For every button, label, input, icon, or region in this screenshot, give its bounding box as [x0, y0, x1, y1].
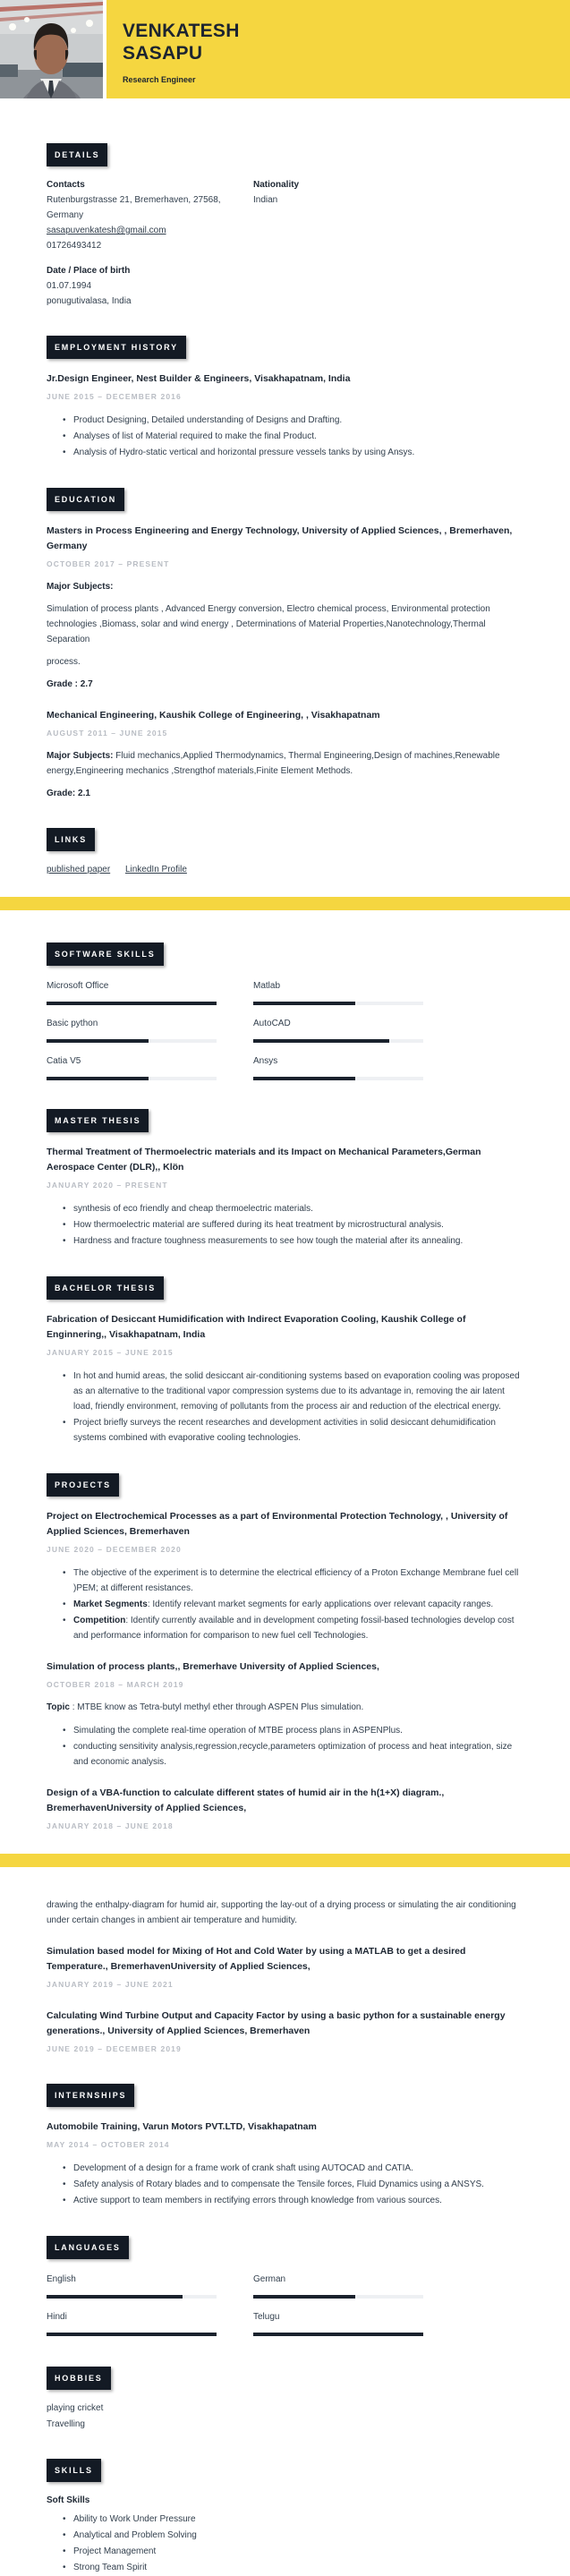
skill-item: [253, 1016, 423, 1043]
project-dates: JUNE 2020 – DECEMBER 2020: [47, 1545, 182, 1554]
language-item: [47, 2272, 217, 2299]
education-entry-bachelors: [47, 708, 523, 801]
page-separator: [0, 1854, 570, 1867]
job-title: Jr.Design Engineer, Nest Builder & Engineers, Visakhapatnam, India: [47, 373, 351, 384]
project-title: Simulation of process plants,, Bremerhave University of Applied Sciences,: [47, 1661, 379, 1672]
education-dates: OCTOBER 2017 – PRESENT: [47, 559, 170, 568]
bullet-item: • conducting sensitivity analysis,regression,recycle,parameters optimization of process and heat integration, size and economic analysis.: [63, 1739, 523, 1770]
address-line: Germany: [47, 210, 84, 220]
section-badge-links: LINKS: [47, 828, 95, 851]
bullet-item: • How thermoelectric material are suffered during its heat treatment by microstructural analysis.: [63, 1217, 523, 1233]
project-bullets: [47, 1565, 523, 1643]
skill-bar: [253, 1077, 423, 1080]
section-badge-internships: INTERNSHIPS: [47, 2084, 134, 2107]
master-thesis-entry: [47, 1145, 523, 1249]
language-bar: [253, 2333, 423, 2336]
skill-bar-fill: [47, 1039, 149, 1043]
links-row: [47, 862, 523, 877]
section-badge-software-skills: SOFTWARE SKILLS: [47, 943, 164, 966]
skill-item: [47, 1016, 217, 1043]
bullet-item: • Analyses of list of Material required to make the final Product.: [63, 429, 523, 444]
job-dates: JUNE 2015 – DECEMBER 2016: [47, 392, 182, 401]
thesis-title: Thermal Treatment of Thermoelectric materials and its Impact on Mechanical Parameters,German Aerospace Center (DLR),, Klön: [47, 1147, 481, 1173]
thesis-dates: JANUARY 2020 – PRESENT: [47, 1181, 168, 1190]
bullet-item: • Active support to team members in rectifying errors through knowledge from various sources.: [63, 2193, 523, 2208]
language-bar-fill: [253, 2333, 423, 2336]
section-badge-master-thesis: MASTER THESIS: [47, 1109, 149, 1132]
major-subjects-tail: process.: [47, 657, 81, 667]
project-title: Calculating Wind Turbine Output and Capacity Factor by using a basic python for a sustainable energy generations., University of Applied Sciences, Bremerhaven: [47, 2010, 506, 2036]
internship-entry: [47, 2120, 523, 2208]
major-subjects-label: Major Subjects:: [47, 582, 114, 592]
language-name: German: [253, 2274, 286, 2284]
major-subjects-label: Major Subjects:: [47, 751, 114, 761]
candidate-name: VENKATESH SASAPU: [123, 21, 240, 64]
contacts-label: Contacts: [47, 180, 85, 190]
bullet-item: • Simulating the complete real-time operation of MTBE process plans in ASPENPlus.: [63, 1723, 523, 1738]
software-skills-grid: [47, 978, 523, 1091]
page-separator: [0, 897, 570, 910]
skill-bar: [47, 1002, 217, 1005]
bullet-item: • Analytical and Problem Solving: [63, 2528, 523, 2543]
bullet-item: • Project Management: [63, 2544, 523, 2559]
skill-name: AutoCAD: [253, 1019, 291, 1028]
project-title: Simulation based model for Mixing of Hot and Cold Water by using a MATLAB to get a desired Temperature., BremerhavenUniversity of Applied Sciences,: [47, 1946, 466, 1972]
project-bullets: [47, 1723, 523, 1770]
project-entry: [47, 2009, 523, 2057]
bullet-item: • Hardness and fracture toughness measurements to see how tough the material after its annealing.: [63, 1233, 523, 1249]
section-badge-education: EDUCATION: [47, 488, 124, 511]
header-banner: [106, 0, 570, 98]
bullet-item: • Safety analysis of Rotary blades and to compensate the Tensile forces, Fluid Dynamics using a ANSYS.: [63, 2177, 523, 2192]
birth-label: Date / Place of birth: [47, 266, 131, 276]
internship-title: Automobile Training, Varun Motors PVT.LTD, Visakhapatnam: [47, 2121, 317, 2132]
skill-name: Ansys: [253, 1056, 278, 1066]
skill-item: [47, 1053, 217, 1080]
soft-skills-block: [47, 2493, 523, 2575]
project-continuation-text: drawing the enthalpy-diagram for humid air, supporting the lay-out of a drying process or simulating the air conditioning under certain changes in ambient air temperature and humidity.: [47, 1900, 516, 1925]
job-bullets: [47, 413, 523, 460]
internship-dates: MAY 2014 – OCTOBER 2014: [47, 2140, 170, 2149]
hobby-item: Travelling: [47, 2419, 85, 2429]
bullet-item: • Ability to Work Under Pressure: [63, 2512, 523, 2527]
page-1-content: [0, 98, 570, 877]
details-section: [47, 177, 523, 309]
language-bar: [47, 2295, 217, 2299]
bullet-item: • Project briefly surveys the recent researches and development activities in solid desiccant dehumidification systems combined with evaporative cooling technologies.: [63, 1415, 523, 1446]
language-bar-fill: [253, 2295, 355, 2299]
page-2-content: [0, 910, 570, 1834]
section-badge-skills: SKILLS: [47, 2459, 101, 2482]
education-dates: AUGUST 2011 – JUNE 2015: [47, 729, 168, 738]
skill-bar: [253, 1002, 423, 1005]
bullet-item: • Development of a design for a frame work of crank shaft using AUTOCAD and CATIA.: [63, 2161, 523, 2176]
thesis-bullets: [47, 1369, 523, 1446]
language-name: English: [47, 2274, 76, 2284]
bullet-item: • Market Segments: Identify relevant market segments for early applications over relevant capacity ranges.: [63, 1597, 523, 1612]
profile-photo: [0, 0, 103, 98]
skill-name: Microsoft Office: [47, 981, 109, 991]
bullet-item: • In hot and humid areas, the solid desiccant air-conditioning systems based on evaporation cooling was proposed as an alternative to the traditional vapor compression systems due to its advantage in, removing the air latent load, friendly environment, removing of pollutants from the process air and reduction of the electrical energy.: [63, 1369, 523, 1414]
skill-bar-fill: [47, 1077, 149, 1080]
bullet-item: • Strong Team Spirit: [63, 2560, 523, 2575]
project-dates: OCTOBER 2018 – MARCH 2019: [47, 1680, 184, 1689]
project-dates: JANUARY 2019 – JUNE 2021: [47, 1980, 174, 1989]
project-entry: [47, 1509, 523, 1643]
language-item: [253, 2272, 423, 2299]
resume-header: [0, 0, 570, 98]
language-bar: [253, 2295, 423, 2299]
section-badge-details: DETAILS: [47, 143, 107, 166]
thesis-title: Fabrication of Desiccant Humidification with Indirect Evaporation Cooling, Kaushik College of Enginnering,, Visakhapatnam, India: [47, 1314, 466, 1340]
address-line: Rutenburgstrasse 21, Bremerhaven, 27568,: [47, 195, 221, 205]
thesis-bullets: [47, 1201, 523, 1249]
project-dates: JANUARY 2018 – JUNE 2018: [47, 1821, 174, 1830]
skill-item: [253, 978, 423, 1005]
details-left-column: [47, 177, 253, 309]
language-bar-fill: [47, 2333, 217, 2336]
section-badge-bachelor-thesis: BACHELOR THESIS: [47, 1276, 164, 1300]
internship-bullets: [47, 2161, 523, 2208]
hobby-item: playing cricket: [47, 2403, 104, 2413]
major-subjects-inline: [47, 748, 523, 779]
section-badge-employment: EMPLOYMENT HISTORY: [47, 336, 186, 359]
hobbies-list: [47, 2401, 523, 2432]
bullet-item: • Competition: Identify currently available and in development competing fossil-based technologies develop cost and performance information for comparison to new fuel cell Technologies.: [63, 1613, 523, 1643]
nationality-value: Indian: [253, 195, 278, 205]
skill-bar-fill: [47, 1002, 217, 1005]
skill-bar-fill: [253, 1002, 355, 1005]
project-topic: Topic : MTBE know as Tetra-butyl methyl ether through ASPEN Plus simulation.: [47, 1702, 364, 1712]
bachelor-thesis-entry: [47, 1312, 523, 1446]
grade-value: Grade : 2.7: [47, 679, 93, 689]
language-item: [253, 2309, 423, 2336]
bullet-item: • The objective of the experiment is to determine the electrical efficiency of a Proton Exchange Membrane fuel cell )PEM; at different resistances.: [63, 1565, 523, 1596]
section-badge-projects: PROJECTS: [47, 1473, 119, 1497]
project-title: Design of a VBA-function to calculate different states of humid air in the h(1+X) diagram., BremerhavenUniversity of Applied Sciences,: [47, 1787, 445, 1813]
major-subjects-text: Fluid mechanics,Applied Thermodynamics, Thermal Engineering,Design of machines,Renewable energy,Engineering mechanics ,Strengthof materials,Finite Element Methods.: [47, 751, 500, 776]
soft-skills-label: Soft Skills: [47, 2495, 90, 2505]
skill-name: Matlab: [253, 981, 281, 991]
bullet-item: • Analysis of Hydro-static vertical and horizontal pressure vessels tanks by using Ansys.: [63, 445, 523, 460]
language-item: [47, 2309, 217, 2336]
published-paper-link[interactable]: published paper: [47, 865, 111, 874]
skill-name: Basic python: [47, 1019, 98, 1028]
nationality-label: Nationality: [253, 180, 300, 190]
language-name: Hindi: [47, 2312, 67, 2322]
employment-entry: [47, 371, 523, 460]
project-entry: [47, 1944, 523, 1992]
section-badge-languages: LANGUAGES: [47, 2236, 129, 2259]
thesis-dates: JANUARY 2015 – JUNE 2015: [47, 1348, 174, 1357]
phone-number: 01726493412: [47, 241, 102, 251]
language-bar-fill: [47, 2295, 183, 2299]
project-dates: JUNE 2019 – DECEMBER 2019: [47, 2044, 182, 2053]
project-title: Project on Electrochemical Processes as a part of Environmental Protection Technology, , University of Applied Sciences, Bremerhaven: [47, 1511, 508, 1537]
skill-bar: [47, 1077, 217, 1080]
page-3-content: [0, 1898, 570, 2575]
candidate-job-title: Research Engineer: [123, 75, 196, 84]
birth-date: 01.07.1994: [47, 281, 92, 291]
project-entry: [47, 1786, 523, 1834]
details-right-column: [253, 177, 523, 309]
skill-bar-fill: [253, 1077, 355, 1080]
skill-bar-fill: [253, 1039, 389, 1043]
major-subjects-text: Simulation of process plants , Advanced Energy conversion, Electro chemical process, Environmental protection technologies ,Biomass, solar and wind energy , Determinations of Material Properties,Nanotechnology,Thermal Separation: [47, 604, 490, 644]
soft-skills-bullets: [47, 2512, 523, 2575]
skill-name: Catia V5: [47, 1056, 81, 1066]
education-title: Mechanical Engineering, Kaushik College of Engineering, , Visakhapatnam: [47, 710, 380, 721]
skill-bar: [253, 1039, 423, 1043]
birth-place: ponugutivalasa, India: [47, 296, 132, 306]
linkedin-profile-link[interactable]: LinkedIn Profile: [124, 865, 187, 874]
language-name: Telugu: [253, 2312, 280, 2322]
skill-bar: [47, 1039, 217, 1043]
bullet-item: • synthesis of eco friendly and cheap thermoelectric materials.: [63, 1201, 523, 1216]
education-title: Masters in Process Engineering and Energy Technology, University of Applied Sciences, , Bremerhaven, Germany: [47, 525, 513, 551]
skill-item: [47, 978, 217, 1005]
skill-item: [253, 1053, 423, 1080]
email-link[interactable]: sasapuvenkatesh@gmail.com: [47, 226, 166, 235]
education-entry-masters: [47, 524, 523, 692]
section-badge-hobbies: HOBBIES: [47, 2367, 111, 2390]
project-entry: [47, 1659, 523, 1770]
language-bar: [47, 2333, 217, 2336]
grade-value: Grade: 2.1: [47, 789, 90, 798]
languages-grid: [47, 2272, 523, 2347]
bullet-item: • Product Designing, Detailed understanding of Designs and Drafting.: [63, 413, 523, 428]
